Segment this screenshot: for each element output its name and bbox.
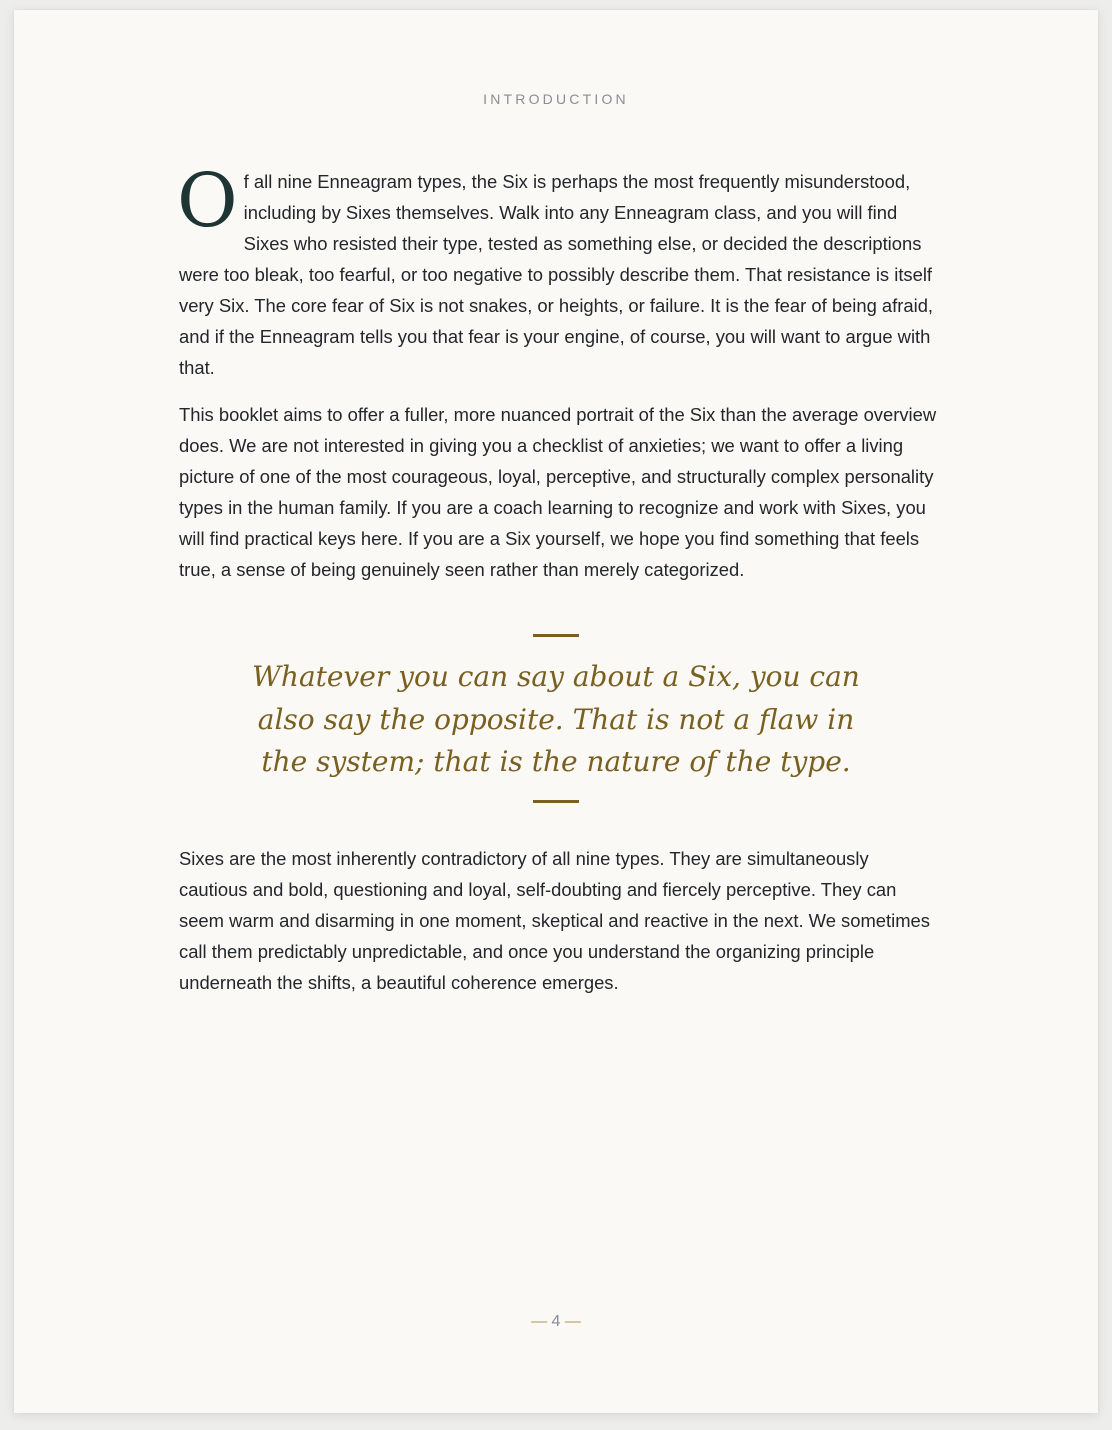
folio-dash-right: — (564, 1313, 581, 1330)
paragraph-1-text: f all nine Enneagram types, the Six is perhaps the most frequently misunderstood, including by Sixes themselves. Walk into any Enneagram class, and you will find Sixes who resisted their type, tested as something else, or decided the descriptions were too bleak, too fearful, or too negative to possibly describe them. That resistance is itself very Six. The core fear of Six is not snakes, or heights, or failure. It is the fear of being afraid, and if the Enneagram tells you that fear is your engine, of course, you will want to argue with that. (179, 171, 934, 378)
booklet-page (14, 10, 1098, 1413)
pullquote-rule-bottom (533, 800, 579, 803)
page-number (14, 1313, 1098, 1331)
drop-cap: O (177, 158, 238, 244)
folio-dash-left: — (531, 1313, 548, 1330)
intro-paragraph-3: Sixes are the most inherently contradictory of all nine types. They are simultaneously cautious and bold, questioning and loyal, self-doubting and fiercely perceptive. They can seem warm and disarming in one moment, skeptical and reactive in the next. We sometimes call them predictably unpredictable, and once you understand the organizing principle underneath the shifts, a beautiful coherence emerges. (179, 848, 930, 993)
intro-paragraph-2: This booklet aims to offer a fuller, more nuanced portrait of the Six than the average overview does. We are not interested in giving you a checklist of anxieties; we want to offer a living picture of one of the most courageous, loyal, perceptive, and structurally complex personality types in the human family. If you are a coach learning to recognize and work with Sixes, you will find practical keys here. If you are a Six yourself, we hope you find something that feels true, a sense of being genuinely seen rather than merely categorized. (179, 404, 937, 580)
pullquote-rule-top (533, 634, 579, 637)
intro-paragraph-1 (177, 158, 939, 383)
running-head: INTRODUCTION (483, 91, 629, 107)
pullquote: Whatever you can say about a Six, you can also say the opposite. That is not a flaw in the system; that is the nature of the type. (252, 660, 860, 778)
folio-number: 4 (551, 1313, 561, 1330)
